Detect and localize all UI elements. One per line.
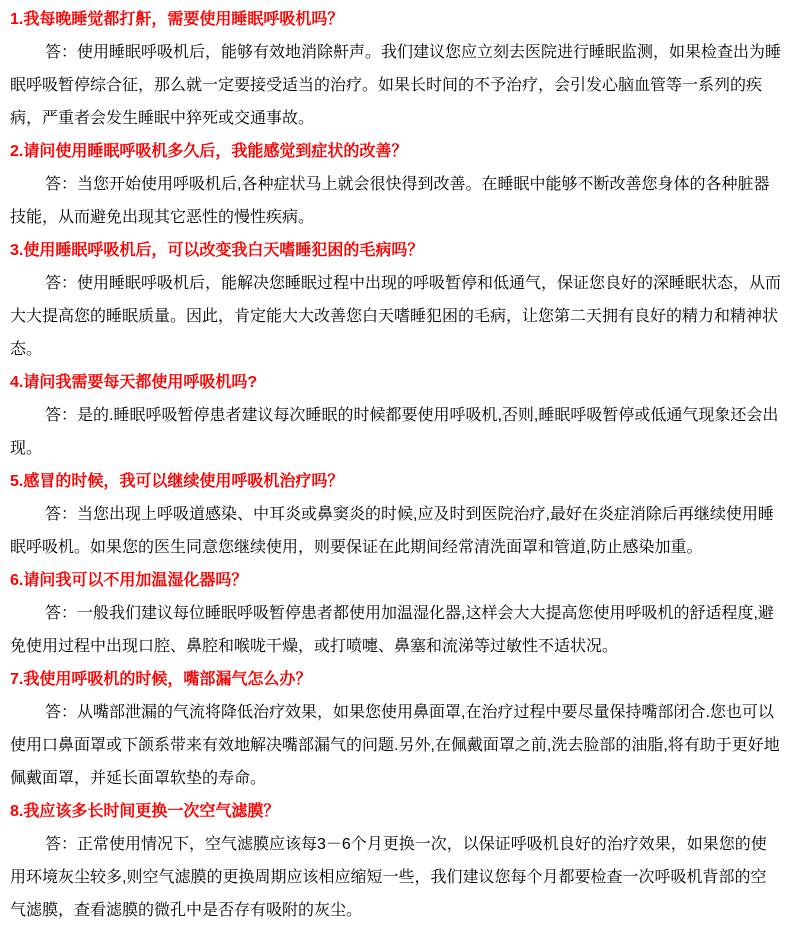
- faq-answer: 答：正常使用情况下，空气滤膜应该每3－6个月更换一次，以保证呼吸机良好的治疗效果，如果您的使用环境灰尘较多,则空气滤膜的更换周期应该相应缩短一些，我们建议您每个月都要检查一次呼吸机背部的空气滤膜，查看滤膜的微孔中是否存有吸附的灰尘。: [10, 836, 767, 919]
- faq-answer: 答：使用睡眠呼吸机后，能够有效地消除鼾声。我们建议您应立刻去医院进行睡眠监测，如果检查出为睡眠呼吸暂停综合征，那么就一定要接受适当的治疗。如果长时间的不予治疗，会引发心脑血管等一系列的疾病，严重者会发生睡眠中猝死或交通事故。: [10, 44, 782, 127]
- faq-answer: 答：使用睡眠呼吸机后，能解决您睡眠过程中出现的呼吸暂停和低通气，保证您良好的深睡眠状态，从而大大提高您的睡眠质量。因此，肯定能大大改善您白天嗜睡犯困的毛病，让您第二天拥有良好的精力和精神状态。: [10, 275, 782, 358]
- faq-item-8: [10, 795, 782, 927]
- faq-question: 5.感冒的时候，我可以继续使用呼吸机治疗吗？: [10, 473, 344, 490]
- faq-item-5: [10, 465, 782, 564]
- faq-question: 6.请问我可以不用加温湿化器吗？: [10, 572, 248, 589]
- faq-answer: 答：是的.睡眠呼吸暂停患者建议每次睡眠的时候都要使用呼吸机,否则,睡眠呼吸暂停或低通气现象还会出现。: [10, 407, 779, 457]
- faq-item-2: [10, 135, 782, 234]
- faq-question: 2.请问使用睡眠呼吸机多久后，我能感觉到症状的改善？: [10, 143, 408, 160]
- faq-item-6: [10, 564, 782, 663]
- faq-question: 7.我使用呼吸机的时候，嘴部漏气怎么办？: [10, 671, 312, 688]
- faq-question: 8.我应该多长时间更换一次空气滤膜？: [10, 803, 280, 820]
- faq-item-1: [10, 3, 782, 135]
- faq-question: 1.我每晚睡觉都打鼾，需要使用睡眠呼吸机吗？: [10, 11, 344, 28]
- faq-item-4: [10, 366, 782, 465]
- faq-question: 4.请问我需要每天都使用呼吸机吗?: [10, 374, 258, 391]
- faq-question: 3.使用睡眠呼吸机后，可以改变我白天嗜睡犯困的毛病吗？: [10, 242, 424, 259]
- faq-answer: 答：一般我们建议每位睡眠呼吸暂停患者都使用加温湿化器,这样会大大提高您使用呼吸机的舒适程度,避免使用过程中出现口腔、鼻腔和喉咙干燥，或打喷嚏、鼻塞和流涕等过敏性不适状况。: [10, 605, 774, 655]
- faq-answer: 答：从嘴部泄漏的气流将降低治疗效果，如果您使用鼻面罩,在治疗过程中要尽量保持嘴部闭合.您也可以使用口鼻面罩或下颌系带来有效地解决嘴部漏气的问题.另外,在佩戴面罩之前,洗去脸部的油脂,将有助于更好地佩戴面罩，并延长面罩软垫的寿命。: [10, 704, 780, 787]
- faq-answer: 答：当您开始使用呼吸机后,各种症状马上就会很快得到改善。在睡眠中能够不断改善您身体的各种脏器技能，从而避免出现其它恶性的慢性疾病。: [10, 176, 770, 226]
- faq-item-3: [10, 234, 782, 366]
- faq-item-7: [10, 663, 782, 795]
- faq-answer: 答：当您出现上呼吸道感染、中耳炎或鼻窦炎的时候,应及时到医院治疗,最好在炎症消除后再继续使用睡眠呼吸机。如果您的医生同意您继续使用，则要保证在此期间经常清洗面罩和管道,防止感染加重。: [10, 506, 774, 556]
